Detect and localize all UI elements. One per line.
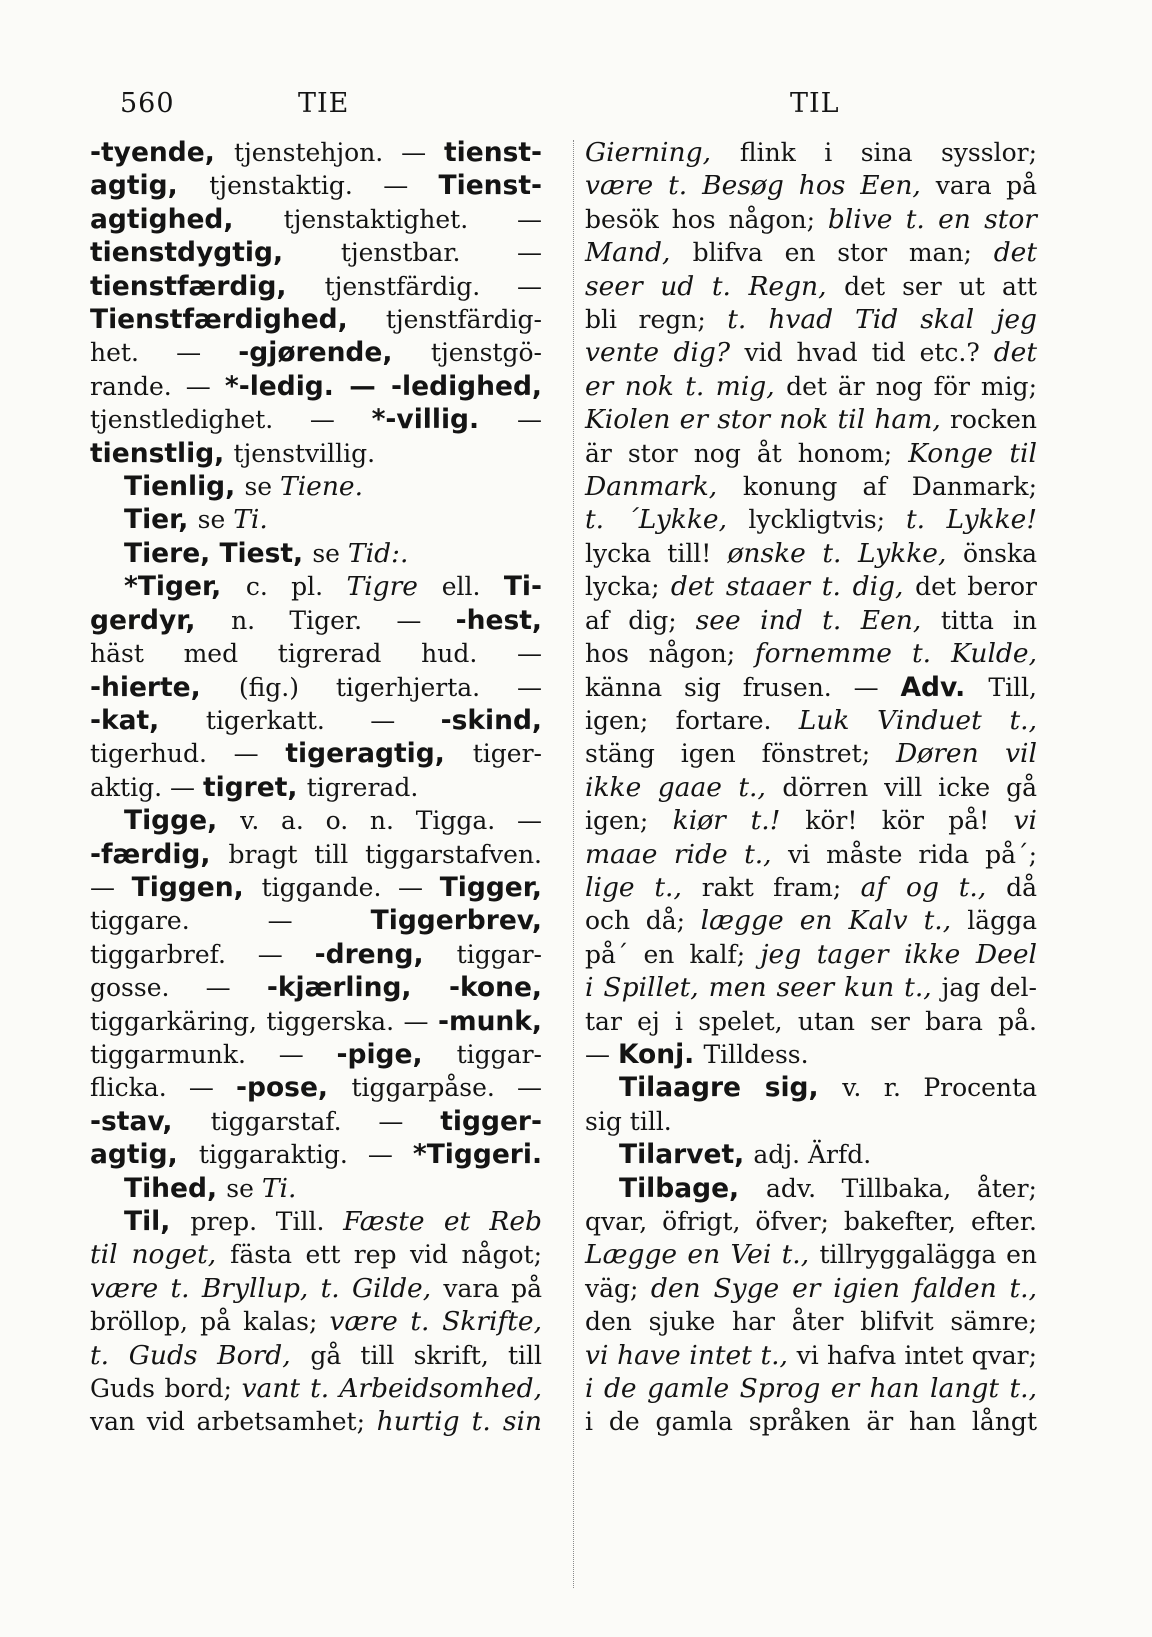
headword: -dreng, <box>314 938 457 970</box>
example-phrase: er nok t. mig, <box>585 370 787 402</box>
entry-line <box>90 637 542 670</box>
example-phrase: Lægge en Vei t., <box>585 1239 820 1271</box>
example-phrase: hurtig t. sin <box>376 1406 542 1438</box>
entry-line <box>585 771 1037 804</box>
entry-line <box>585 270 1037 303</box>
example-phrase: Gierning, <box>585 137 740 168</box>
definition-text: tjenstvillig. <box>233 438 376 468</box>
definition-text: (fig.) tigerhjerta. — <box>238 672 542 702</box>
definition-text: tiggarkäring, tiggerska. — <box>90 1006 438 1036</box>
headword: tienst- <box>443 137 543 168</box>
definition-text: gå till skrift, till <box>310 1340 542 1370</box>
headword: -stav, <box>90 1105 211 1137</box>
definition-text: och då; <box>585 906 701 936</box>
definition-text: det är nog för mig; <box>786 371 1037 401</box>
definition-text: v. r. Procenta <box>842 1073 1037 1103</box>
definition-text: tjenstgö- <box>430 338 542 368</box>
left-column <box>90 136 542 1439</box>
headword: *Tiger, <box>124 571 246 603</box>
definition-text: dörren vill icke gå <box>782 772 1037 802</box>
headword: Tienlig, <box>124 471 245 503</box>
example-phrase: t. Guds Bord, <box>90 1339 311 1371</box>
definition-text: af dig; <box>585 605 696 635</box>
definition-text: känna sig frusen. — <box>585 672 901 702</box>
definition-text: bragt till tiggarstafven. <box>228 839 542 869</box>
definition-text: vara på <box>935 171 1037 201</box>
entry-line <box>90 437 542 470</box>
definition-text: tjenstfärdig- <box>385 305 542 335</box>
headword: Tiggen, <box>131 871 262 903</box>
definition-text: blifva en stor man; <box>692 238 994 268</box>
definition-text: lycka; <box>585 572 671 602</box>
definition-text: hos någon; <box>585 639 755 669</box>
entry-line <box>585 737 1037 770</box>
entry-line <box>585 169 1037 202</box>
page-number: 560 <box>120 88 175 119</box>
headword: -kjærling, -kone, <box>266 972 542 1004</box>
headword: Tilbage, <box>619 1172 767 1204</box>
definition-text: igen; fortare. <box>585 705 799 735</box>
definition-text: tiggar- <box>456 939 543 969</box>
entry-line <box>585 203 1037 236</box>
definition-text: n. Tiger. — <box>231 605 456 635</box>
example-phrase: Tiene. <box>280 471 364 503</box>
headword: tigger- <box>440 1105 542 1137</box>
definition-text: jag del- <box>941 973 1037 1003</box>
definition-text: tiggar- <box>456 1039 542 1069</box>
entry-line <box>90 1405 542 1438</box>
entry-line <box>585 838 1037 871</box>
entry-line <box>585 303 1037 336</box>
entry-line <box>90 236 542 269</box>
definition-text: — <box>90 872 132 902</box>
headword: Adv. <box>900 671 989 703</box>
definition-text: tigrerad. <box>306 772 419 802</box>
headword: Tienst- <box>438 170 542 202</box>
headword: agtighed, <box>90 203 284 235</box>
definition-text: tiggarmunk. — <box>90 1039 337 1069</box>
entry-line <box>585 671 1037 704</box>
headword: -tyende, <box>90 137 234 168</box>
entry-line <box>585 1305 1037 1338</box>
entry-line <box>90 1105 542 1138</box>
definition-text: vara på <box>443 1273 542 1303</box>
definition-text: flink i sina sysslor; <box>739 138 1037 167</box>
headword: agtig, <box>90 170 210 202</box>
example-phrase: det staaer t. dig, <box>670 571 916 603</box>
entry-line <box>90 1205 542 1238</box>
entry-line <box>585 136 1037 169</box>
headword: -kat, <box>90 704 206 736</box>
entry-line <box>585 1172 1037 1205</box>
definition-text: tiggare. — <box>90 906 371 936</box>
example-phrase: være t. Bryllup, t. Gilde, <box>90 1272 444 1304</box>
definition-text: — <box>585 1039 618 1069</box>
example-phrase: Tid:. <box>347 537 409 569</box>
entry-line <box>585 1105 1037 1138</box>
definition-text: c. pl. <box>245 572 347 602</box>
headword: gerdyr, <box>90 604 232 636</box>
definition-text: se <box>244 472 281 502</box>
definition-text: kör! kör på! <box>805 806 1014 836</box>
example-phrase: kiør t.! <box>672 805 806 837</box>
example-phrase: see ind t. Een, <box>695 604 941 636</box>
definition-text: den sjuke har åter blifvit sämre; <box>585 1307 1037 1337</box>
example-phrase: Døren vil <box>896 738 1037 770</box>
entry-line <box>90 503 542 536</box>
column-divider <box>573 140 574 1588</box>
entry-line <box>90 1339 542 1372</box>
definition-text: fästa ett rep vid något; <box>230 1240 543 1270</box>
entry-line <box>585 938 1037 971</box>
definition-text: är stor nog åt honom; <box>585 438 909 468</box>
headword: -pose, <box>236 1072 352 1104</box>
definition-text: besök hos någon; <box>585 204 828 234</box>
definition-text: tjenstbar. — <box>340 238 542 268</box>
entry-line <box>90 704 542 737</box>
example-phrase: være t. Besøg hos Een, <box>585 170 936 202</box>
headword: Tiere, Tiest, <box>124 537 313 569</box>
definition-text: Till, <box>988 672 1037 702</box>
definition-text: bröllop, på kalas; <box>90 1307 330 1337</box>
entry-line <box>90 1038 542 1071</box>
entry-line <box>585 503 1037 536</box>
entry-line <box>585 437 1037 470</box>
entry-line <box>585 637 1037 670</box>
right-column <box>585 136 1037 1439</box>
definition-text: Guds bord; <box>90 1374 242 1404</box>
headword: -munk, <box>437 1005 542 1037</box>
entry-line <box>90 303 542 336</box>
example-phrase: Luk Vinduet t., <box>798 704 1037 736</box>
headword: Tiggerbrev, <box>370 905 542 937</box>
headword: Tigger, <box>439 871 542 903</box>
entry-line <box>585 804 1037 837</box>
definition-text: rande. — <box>90 371 225 401</box>
entry-line <box>585 604 1037 637</box>
entry-line <box>90 537 542 570</box>
definition-text: lyckligtvis; <box>748 505 906 535</box>
headword: agtig, <box>90 1139 199 1171</box>
definition-text: prep. Till. <box>190 1207 344 1236</box>
definition-text: tiggarpåse. — <box>351 1073 542 1103</box>
headword: Til, <box>124 1206 191 1237</box>
example-phrase: fornemme t. Kulde, <box>754 638 1037 670</box>
definition-text: rakt fram; <box>701 872 861 902</box>
right-guideword: TIL <box>790 88 840 119</box>
example-phrase: vente dig? <box>585 337 745 369</box>
definition-text: tjenstfärdig. — <box>324 271 543 301</box>
example-phrase: ikke gaae t., <box>585 771 783 803</box>
entry-line <box>90 871 542 904</box>
entry-line <box>585 1038 1037 1071</box>
definition-text: i de gamla språken är han långt <box>585 1407 1037 1437</box>
definition-text: önska <box>962 538 1038 568</box>
definition-text: lycka till! <box>585 538 728 568</box>
definition-text: tiger- <box>472 739 542 769</box>
entry-line <box>90 203 542 236</box>
definition-text: qvar, öfrigt, öfver; bakefter, efter. <box>585 1207 1037 1236</box>
entry-line <box>90 1238 542 1271</box>
headword: Tienstfærdighed, <box>90 304 386 336</box>
headword: *-ledig. — -ledighed, <box>224 370 542 402</box>
entry-line <box>90 370 542 403</box>
example-phrase: t. hvad Tid skal jeg <box>727 304 1037 336</box>
definition-text: det ser ut att <box>844 271 1038 301</box>
entry-line <box>90 470 542 503</box>
definition-text: tjenstehjon. — <box>233 138 444 167</box>
definition-text: vi måste rida på´; <box>788 839 1037 869</box>
entry-line <box>585 1405 1037 1438</box>
entry-line <box>585 236 1037 269</box>
definition-text: flicka. — <box>90 1073 236 1103</box>
definition-text: häst med tigrerad hud. — <box>90 639 542 669</box>
definition-text: vi hafva intet qvar; <box>796 1340 1037 1370</box>
example-phrase: seer ud t. Regn, <box>585 270 845 302</box>
definition-text: titta in <box>940 605 1037 635</box>
example-phrase: af og t., <box>860 871 1007 903</box>
example-phrase: i de gamle Sprog er han langt t., <box>585 1373 1037 1405</box>
entry-line <box>90 737 542 770</box>
definition-text: väg; <box>585 1273 651 1303</box>
example-phrase: Tigre <box>346 571 442 603</box>
example-phrase: det <box>993 237 1037 269</box>
entry-line <box>585 1372 1037 1405</box>
definition-text: bli regn; <box>585 305 728 335</box>
example-phrase: Ti. <box>261 1172 297 1204</box>
headword: *Tiggeri. <box>412 1139 543 1171</box>
entry-line <box>90 971 542 1004</box>
headword: -pige, <box>336 1038 457 1070</box>
entry-line <box>90 169 542 202</box>
entry-line <box>585 470 1037 503</box>
definition-text: lägga <box>967 906 1037 936</box>
definition-text: vid hvad tid etc.? <box>744 338 994 368</box>
entry-line <box>90 838 542 871</box>
definition-text: Tilldess. <box>703 1039 809 1069</box>
entry-line <box>90 270 542 303</box>
headword: *-villig. <box>371 404 517 436</box>
example-phrase: lige t., <box>585 871 702 903</box>
definition-text: tillryggalägga en <box>819 1240 1037 1270</box>
example-phrase: Konge til <box>908 437 1037 469</box>
example-phrase: ønske t. Lykke, <box>727 537 963 569</box>
example-phrase: blive t. en stor <box>827 203 1037 235</box>
headword: tigeragtig, <box>285 738 473 770</box>
entry-line <box>90 570 542 603</box>
headword: Tier, <box>124 504 198 536</box>
headword: -færdig, <box>90 838 229 870</box>
definition-text: tiggarbref. — <box>90 939 315 969</box>
headword: Tilarvet, <box>619 1139 754 1171</box>
example-phrase: Mand, <box>585 237 693 269</box>
example-phrase: t. Lykke! <box>906 504 1037 536</box>
example-phrase: være t. Skrifte, <box>329 1306 543 1338</box>
entry-line <box>90 671 542 704</box>
entry-line <box>585 1071 1037 1104</box>
definition-text: se <box>197 505 234 535</box>
definition-text: se <box>226 1173 262 1203</box>
entry-line <box>90 1172 542 1205</box>
definition-text: tjenstaktighet. — <box>283 204 542 234</box>
example-phrase: jeg tager ikke Deel <box>760 938 1037 970</box>
entry-line <box>90 403 542 436</box>
definition-text: stäng igen fönstret; <box>585 739 897 769</box>
headword: -hest, <box>455 604 542 636</box>
left-guideword: TIE <box>298 88 350 119</box>
entry-line <box>585 1339 1037 1372</box>
example-phrase: vi <box>1013 805 1037 837</box>
definition-text: rocken <box>949 405 1037 435</box>
definition-text: på´ en kalf; <box>585 939 761 969</box>
example-phrase: den Syge er igien falden t., <box>650 1272 1037 1304</box>
entry-line <box>90 1138 542 1171</box>
definition-text: då <box>1006 872 1037 902</box>
example-phrase: det <box>993 337 1037 369</box>
definition-text: v. a. o. n. Tigga. — <box>240 806 542 836</box>
entry-line <box>585 904 1037 937</box>
entry-line <box>585 370 1037 403</box>
entry-line <box>90 938 542 971</box>
entry-line <box>585 1005 1037 1038</box>
definition-text: — <box>517 405 542 435</box>
definition-text: adv. Tillbaka, åter; <box>766 1173 1037 1203</box>
example-phrase: maae ride t., <box>585 838 789 870</box>
headword: Tilaagre sig, <box>619 1072 843 1104</box>
definition-text: aktig. — <box>90 772 203 802</box>
entry-line <box>90 1071 542 1104</box>
headword: tienstdygtig, <box>90 237 341 269</box>
headword: tienstfærdig, <box>90 270 325 302</box>
entry-line <box>585 570 1037 603</box>
definition-text: sig till. <box>585 1106 672 1136</box>
headword: -skind, <box>440 704 542 736</box>
definition-text: adj. Ärfd. <box>753 1140 872 1170</box>
entry-line <box>90 336 542 369</box>
definition-text: igen; <box>585 806 673 836</box>
example-phrase: vi have intet t., <box>585 1339 797 1371</box>
example-phrase: vant t. Arbeidsomhed, <box>241 1373 542 1405</box>
entry-line <box>90 804 542 837</box>
definition-text: tiggande. — <box>261 872 440 902</box>
definition-text: tiggaraktig. — <box>198 1140 413 1170</box>
entry-line <box>585 537 1037 570</box>
entry-line <box>90 1005 542 1038</box>
definition-text: tiggarstaf. — <box>210 1106 441 1136</box>
definition-text: tigerhud. — <box>90 739 286 769</box>
definition-text: tigerkatt. — <box>205 705 441 735</box>
entry-line <box>585 1138 1037 1171</box>
headword: Ti- <box>503 571 543 603</box>
headword: -hierte, <box>90 671 239 703</box>
entry-line <box>585 704 1037 737</box>
entry-line <box>90 136 542 169</box>
entry-line <box>585 1238 1037 1271</box>
example-phrase: lægge en Kalv t., <box>700 905 968 937</box>
entry-line <box>585 1272 1037 1305</box>
entry-line <box>585 403 1037 436</box>
headword: tigret, <box>202 771 307 803</box>
example-phrase: Ti. <box>233 504 268 536</box>
entry-line <box>585 336 1037 369</box>
entry-line <box>90 1372 542 1405</box>
headword: -gjørende, <box>238 337 431 369</box>
definition-text: van vid arbetsamhet; <box>90 1407 377 1437</box>
entry-line <box>90 771 542 804</box>
headword: Tihed, <box>124 1172 227 1204</box>
definition-text: tar ej i spelet, utan ser bara på. <box>585 1006 1037 1036</box>
definition-text: tjenstaktig. — <box>209 171 439 201</box>
entry-line <box>585 971 1037 1004</box>
definition-text: het. — <box>90 338 239 368</box>
definition-text: tjenstledighet. — <box>90 405 372 435</box>
entry-line <box>90 604 542 637</box>
definition-text: gosse. — <box>90 973 267 1003</box>
definition-text: konung af Danmark; <box>742 472 1037 502</box>
example-phrase: i Spillet, men seer kun t., <box>585 972 942 1004</box>
headword: Tigge, <box>124 805 241 837</box>
entry-line <box>585 1205 1037 1238</box>
definition-text: ell. <box>441 572 504 602</box>
example-phrase: Danmark, <box>585 471 743 503</box>
example-phrase: Fæste et Reb <box>343 1206 542 1237</box>
headword: tienstlig, <box>90 437 234 469</box>
entry-line <box>90 1305 542 1338</box>
entry-line <box>90 904 542 937</box>
example-phrase: Kiolen er stor nok til ham, <box>585 404 950 436</box>
entry-line <box>90 1272 542 1305</box>
example-phrase: t. ´Lykke, <box>585 504 749 536</box>
definition-text: det beror <box>915 572 1038 602</box>
headword: Konj. <box>617 1038 704 1070</box>
example-phrase: til noget, <box>90 1239 231 1271</box>
definition-text: se <box>312 538 348 568</box>
entry-line <box>585 871 1037 904</box>
